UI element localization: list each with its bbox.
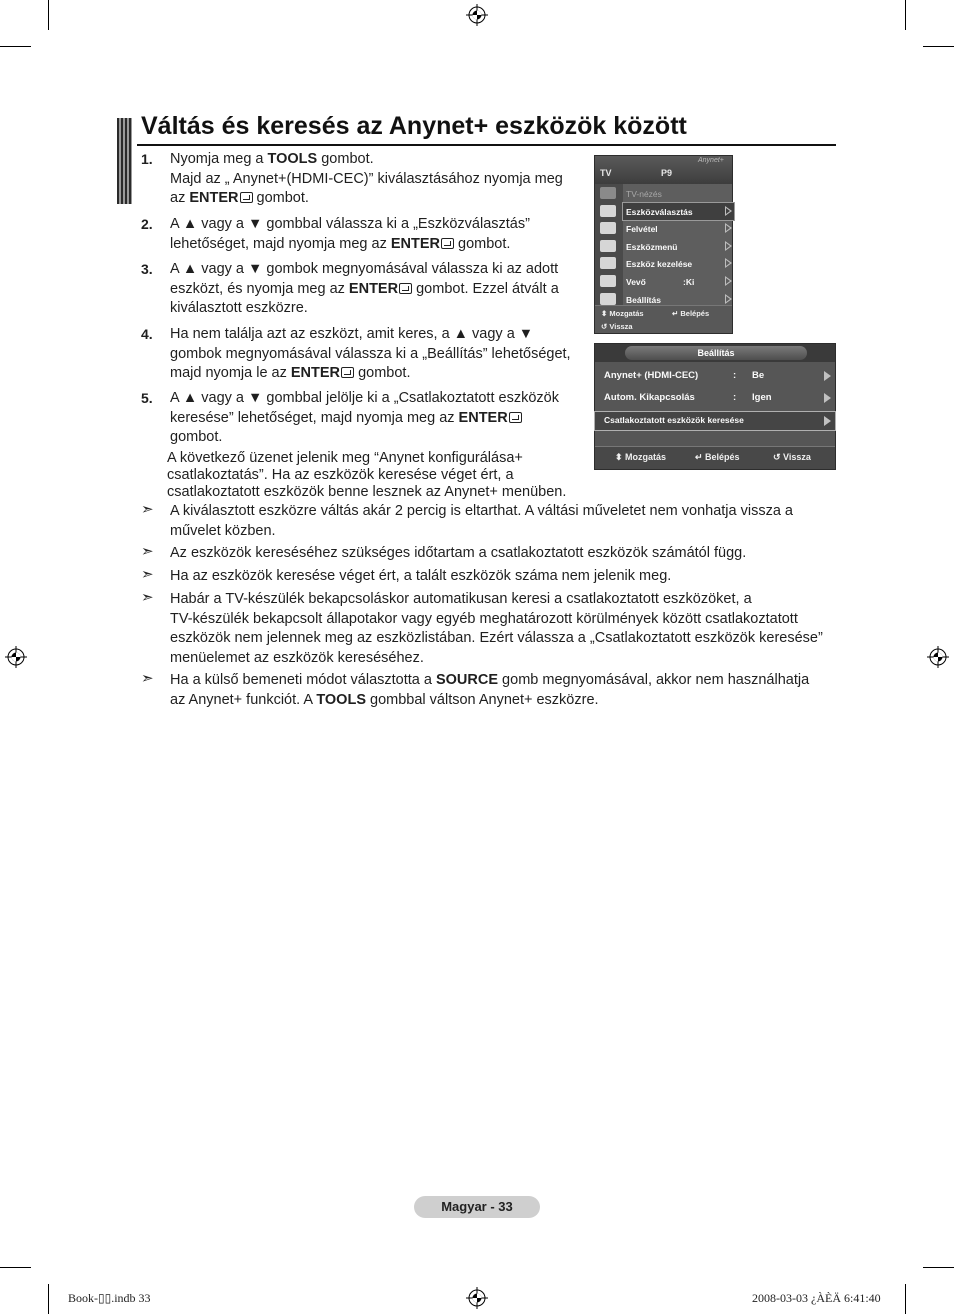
setting-row-anynet[interactable] (595, 365, 835, 387)
step-text-line: eszközt, és nyomja meg az ENTER gombot. Ezzel átvált a (170, 280, 559, 297)
bold-key-label: TOOLS (316, 691, 366, 708)
arrow-right-icon (726, 242, 732, 250)
bold-key-label: SOURCE (435, 672, 499, 688)
enter-hint: ↵ Belépés (695, 452, 740, 462)
record-icon (600, 222, 616, 234)
back-hint: ↺ Vissza (601, 322, 633, 331)
step-note-line: A következő üzenet jelenik meg “Anynet konfigurálása+ (167, 450, 523, 466)
setting-value: Be (752, 370, 765, 381)
menu-item[interactable] (623, 185, 734, 202)
setting-separator: : (733, 392, 737, 403)
registration-mark-icon (466, 4, 488, 26)
step-number: 2. (141, 216, 153, 232)
step-text-line: lehetőséget, majd nyomja meg az ENTER gombot. (170, 235, 511, 252)
page-number-badge: Magyar - 33 (414, 1196, 540, 1218)
crop-mark (0, 46, 31, 47)
step-number: 1. (141, 151, 153, 167)
note-text-line: A kiválasztott eszközre váltás akár 2 percig is eltarthat. A váltási műveletet nem vonhatja vissza a (170, 503, 793, 519)
bold-key-label: ENTER (458, 409, 508, 426)
arrow-right-icon (726, 207, 732, 215)
arrow-right-icon (726, 259, 732, 267)
enter-icon (240, 192, 253, 203)
note-text-line: művelet közben. (170, 522, 276, 539)
step-text-line: Ha nem találja azt az eszközt, amit keres, a ▲ vagy a ▼ (170, 326, 534, 342)
registration-mark-icon (466, 1287, 488, 1309)
print-footer-date: 2008-03-03 ¿ÀÈÄ 6:41:40 (752, 1291, 881, 1305)
back-hint: ↺ Vissza (773, 452, 811, 462)
enter-icon (399, 283, 412, 294)
crop-mark (905, 0, 906, 30)
note-text-line: Ha a külső bemeneti módot választotta a SOURCE gomb megnyomásával, akkor nem használhatja (170, 672, 810, 688)
crop-mark (48, 0, 49, 30)
menu-item-label: Vevő (626, 277, 646, 287)
note-text-line: Habár a TV-készülék bekapcsoláskor automatikusan keresi a csatlakoztatott eszközöket, a (170, 591, 752, 607)
note-text-line: eszközök nem jelennek meg az eszközlistában. Ezért válassza a „Csatlakoztatott eszközök keresése” (170, 630, 823, 647)
menu-item-label: Beállítás (626, 294, 661, 305)
page-title: Váltás és keresés az Anynet+ eszközök között (141, 112, 687, 140)
settings-footer (595, 446, 835, 469)
registration-mark-icon (5, 646, 27, 668)
bold-key-label: ENTER (348, 280, 399, 297)
step-text-line: A ▲ vagy a ▼ gombbal jelölje ki a „Csatlakoztatott eszközök (170, 390, 559, 406)
step-text-line: Majd az „ Anynet+(HDMI-CEC)” kiválasztásához nyomja meg (170, 170, 563, 187)
menu-item[interactable] (623, 238, 734, 255)
arrow-right-icon (726, 224, 732, 232)
title-rule (137, 144, 836, 146)
registration-mark-icon (927, 646, 949, 668)
step-text-line: gombok megnyomásával válassza ki a „Beállítás” lehetőséget, (170, 345, 571, 362)
bold-key-label: ENTER (189, 190, 239, 207)
channel-label: P9 (661, 168, 673, 178)
step-text-line: A ▲ vagy a ▼ gombbal válassza ki a „Eszközválasztás” (170, 216, 530, 232)
menu-item-label: Felvétel (626, 224, 658, 235)
step-note-line: csatlakoztatás”. Ha az eszközök keresése véget ért, a (167, 466, 514, 483)
device-control-icon (600, 257, 616, 269)
menu-item-label: TV-nézés (626, 189, 662, 199)
crop-mark (923, 1267, 954, 1268)
menu-item[interactable] (623, 203, 734, 220)
note-text-line: TV-készülék bekapcsolt állapotakor vagy egyéb meghatározott körülmények között csatlakoztatott (170, 610, 798, 627)
device-menu-icon (600, 240, 616, 252)
device-select-icon (600, 205, 616, 217)
note-arrow-icon: ➣ (141, 501, 154, 518)
step-number: 4. (141, 326, 153, 342)
tv-icon (600, 187, 616, 199)
setting-label: Anynet+ (HDMI-CEC) (604, 370, 699, 381)
print-footer-file: Book-▯▯.indb 33 (68, 1291, 151, 1305)
arrow-right-icon (726, 295, 732, 303)
bold-key-label: ENTER (290, 365, 341, 382)
step-number: 3. (141, 261, 153, 277)
note-text-line: menüelemet az eszközök kereséséhez. (170, 649, 424, 666)
step-text-line: Nyomja meg a TOOLS gombot. (170, 151, 374, 167)
setting-separator: : (733, 370, 737, 381)
arrow-right-icon (824, 371, 831, 381)
menu-item-label: Eszközmenü (626, 241, 678, 252)
enter-icon (509, 412, 522, 423)
menu-item-label: Eszköz kezelése (626, 259, 693, 270)
note-arrow-icon: ➣ (141, 566, 154, 583)
step-text-line: A ▲ vagy a ▼ gombok megnyomásával válassza ki az adott (170, 261, 559, 277)
enter-icon (341, 367, 354, 378)
menu-item[interactable] (623, 220, 734, 237)
arrow-right-icon (726, 277, 732, 285)
step-text-line: gombot. (170, 429, 223, 446)
crop-mark (0, 1267, 31, 1268)
menu-item[interactable] (623, 255, 734, 272)
heading-bar (117, 118, 132, 204)
arrow-right-icon (824, 416, 831, 426)
step-text-line: az ENTER gombot. (170, 190, 309, 207)
menu-header (595, 156, 732, 184)
note-text-line: az Anynet+ funkciót. A TOOLS gombbal váltson Anynet+ eszközre. (170, 691, 599, 708)
step-text-line: kiválasztott eszközre. (170, 300, 308, 317)
step-note-line: csatlakoztatott eszközök benne lesznek az Anynet+ menüben. (167, 483, 567, 500)
enter-icon (441, 238, 454, 249)
crop-mark (905, 1284, 906, 1314)
receiver-icon (600, 275, 616, 287)
settings-screen (594, 343, 836, 470)
search-devices-item[interactable] (595, 412, 835, 430)
bold-key-label: TOOLS (267, 151, 318, 167)
menu-body (595, 184, 732, 307)
menu-item[interactable] (623, 273, 734, 290)
move-hint: ⬍ Mozgatás (601, 309, 644, 318)
move-hint: ⬍ Mozgatás (615, 452, 667, 462)
enter-hint: ↵ Belépés (672, 309, 710, 318)
bold-key-label: ENTER (390, 235, 440, 252)
note-arrow-icon: ➣ (141, 543, 154, 560)
source-label: TV (600, 168, 612, 178)
note-text-line: Ha az eszközök keresése véget ért, a talált eszközök száma nem jelenik meg. (170, 568, 672, 584)
menu-footer (595, 305, 732, 333)
anynet-menu-screen (594, 155, 733, 334)
step-text-line: keresése” lehetőséget, majd nyomja meg az ENTER (170, 409, 522, 429)
setting-value: Igen (752, 392, 772, 403)
anynet-logo: Anynet+ (698, 157, 724, 164)
settings-header (595, 344, 835, 362)
step-text-line: majd nyomja le az ENTER gombot. (170, 365, 411, 382)
menu-item-label: Eszközválasztás (626, 206, 693, 217)
crop-mark (923, 46, 954, 47)
search-devices-label: Csatlakoztatott eszközök keresése (604, 415, 744, 425)
menu-item-value: :Ki (683, 277, 695, 287)
setting-row-auto-off[interactable] (595, 387, 835, 409)
note-text-line: Az eszközök kereséséhez szükséges időtartam a csatlakoztatott eszközök számától függ. (170, 545, 747, 561)
arrow-right-icon (824, 393, 831, 403)
note-arrow-icon: ➣ (141, 670, 154, 687)
step-number: 5. (141, 390, 153, 406)
note-arrow-icon: ➣ (141, 589, 154, 606)
crop-mark (48, 1284, 49, 1314)
settings-icon (600, 293, 616, 305)
settings-title: Beállítás (625, 346, 807, 360)
setting-label: Autom. Kikapcsolás (604, 392, 695, 403)
